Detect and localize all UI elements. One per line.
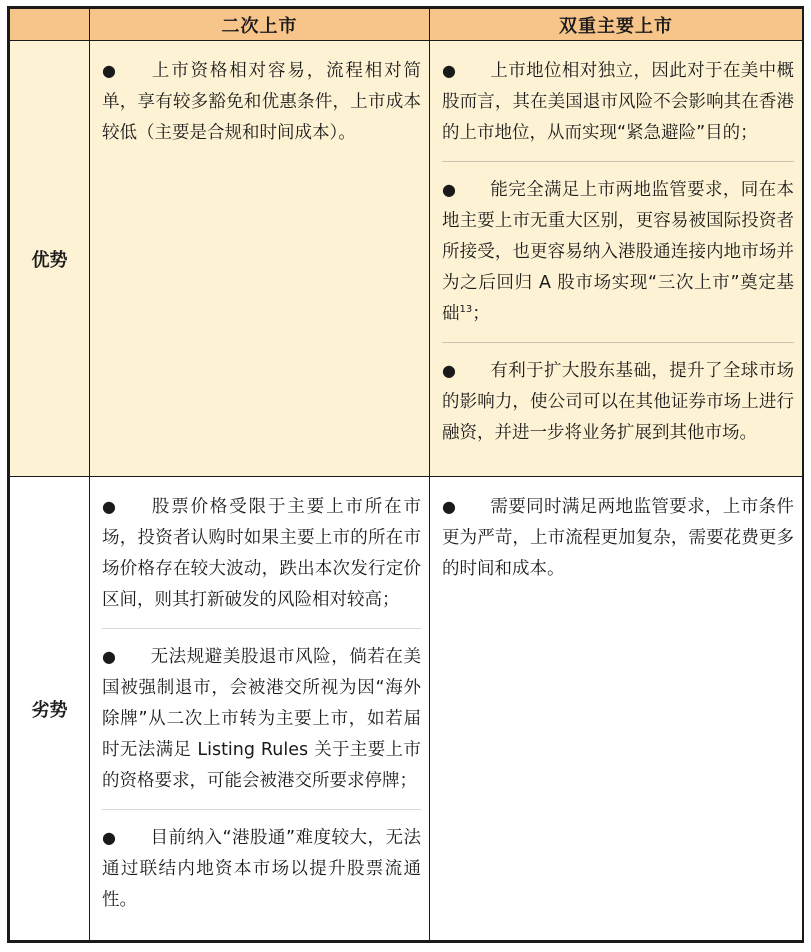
footnote-ref: 13 [459,304,473,316]
row-label-advantage: 优势 [10,41,90,477]
cell-disadvantage-secondary [90,477,430,941]
list-item: ● 需要同时满足两地监管要求，上市条件更为严苛，上市流程更加复杂，需要花费更多的时间和成本。 [442,491,794,585]
header-row [10,9,803,41]
bullet-icon: ● [102,497,116,516]
list-item: ● 有利于扩大股东基础，提升了全球市场的影响力，使公司可以在其他证券市场上进行融资，并进一步将业务扩展到其他市场。 [442,342,794,449]
header-dual-primary-listing: 双重主要上市 [430,9,803,41]
disadvantage-row [10,477,803,941]
list-item: ● 股票价格受限于主要上市所在市场，投资者认购时如果主要上市的所在市场价格存在较大波动，跌出本次发行定价区间，则其打新破发的风险相对较高； [102,491,421,616]
bullet-icon: ● [102,647,116,666]
cell-disadvantage-dual [430,477,803,941]
list-item: ● 无法规避美股退市风险，倘若在美国被强制退市，会被港交所视为因“海外除牌”从二次上市转为主要上市，如若届时无法满足 Listing Rules 关于主要上市的资格要求，可能会被港交所要求停牌； [102,628,421,797]
header-secondary-listing: 二次上市 [90,9,430,41]
list-item: ● 能完全满足上市两地监管要求，同在本地主要上市无重大区别，更容易被国际投资者所接受，也更容易纳入港股通连接内地市场并为之后回归 A 股市场实现“三次上市”奠定基础$^{13}$； [442,161,794,330]
list-item: ● 上市资格相对容易，流程相对简单，享有较多豁免和优惠条件，上市成本较低（主要是合规和时间成本）。 [102,55,421,149]
bullet-icon: ● [442,180,456,199]
comparison-table [7,6,804,943]
header-corner [10,9,90,41]
list-item: ● 目前纳入“港股通”难度较大，无法通过联结内地资本市场以提升股票流通性。 [102,809,421,916]
cell-advantage-dual [430,41,803,477]
cell-advantage-secondary [90,41,430,477]
bullet-icon: ● [102,828,116,847]
bullet-icon: ● [442,361,456,380]
list-item: ● 上市地位相对独立，因此对于在美中概股而言，其在美国退市风险不会影响其在香港的上市地位，从而实现“紧急避险”目的； [442,55,794,149]
bullet-icon: ● [442,61,456,80]
row-label-disadvantage: 劣势 [10,477,90,941]
bullet-icon: ● [442,497,456,516]
advantage-row [10,41,803,477]
bullet-icon: ● [102,61,116,80]
